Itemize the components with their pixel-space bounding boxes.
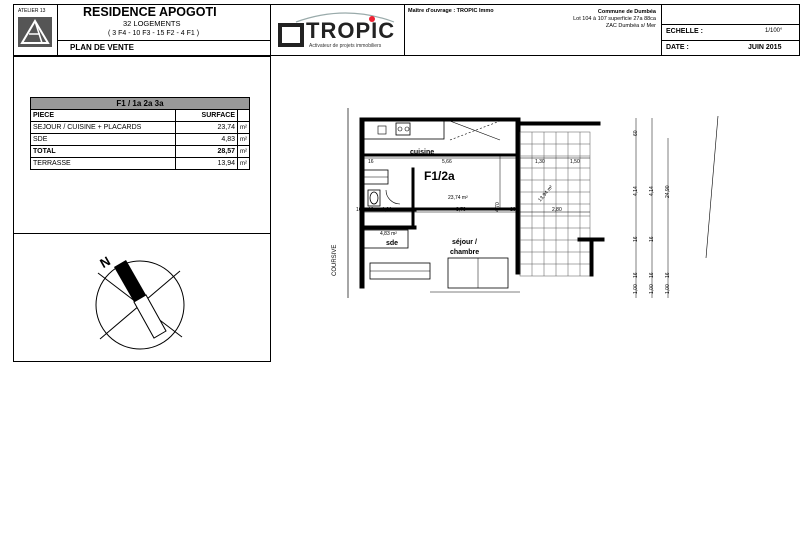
row-surface: 28,57	[176, 146, 238, 158]
brand-tagline: Activateur de projets immobiliers	[309, 43, 382, 49]
row-surface: 23,74	[176, 122, 238, 134]
north-compass	[80, 245, 200, 355]
plan-de-vente-label: PLAN DE VENTE	[70, 43, 135, 52]
dim-text: 2,80	[552, 207, 562, 213]
dim-text: 3,79	[456, 207, 466, 213]
dim-text: 1,00	[665, 284, 671, 294]
row-surface: 4,83	[176, 134, 238, 146]
col-piece: PIECE	[31, 110, 176, 122]
divider-line	[661, 4, 662, 56]
atelier-label: ATELIER 13	[18, 8, 46, 14]
dim-text: 1,50	[570, 159, 580, 165]
commune-block	[536, 9, 656, 30]
dim-text: 4,14	[633, 186, 639, 196]
echelle-value: 1/100°	[765, 28, 783, 34]
row-unit: m²	[238, 122, 250, 134]
composition-text: ( 3 F4 - 10 F3 - 15 F2 - 4 F1 )	[108, 30, 200, 37]
echelle-label: ECHELLE :	[666, 28, 703, 35]
coursive-label: COURSIVE	[332, 244, 338, 276]
row-piece: SDE	[31, 134, 176, 146]
room-cuisine: cuisine	[410, 149, 435, 156]
unit-label: F1/2a	[424, 169, 455, 183]
dim-text: 1,30	[535, 159, 545, 165]
commune-line: ZAC Dumbéa s/ Mer	[605, 23, 656, 29]
dim-text: 16	[368, 159, 374, 165]
area-sde: 4,83 m²	[380, 231, 397, 237]
commune-line: Commune de Dumbéa	[597, 9, 656, 15]
logements-count: 32 LOGEMENTS	[123, 19, 181, 28]
north-label: N	[97, 253, 113, 271]
divider-line	[270, 4, 271, 56]
date-value: JUIN 2015	[748, 44, 782, 51]
row-unit: m²	[238, 134, 250, 146]
dim-text: 16	[510, 207, 516, 213]
dim-text: 16	[633, 236, 639, 242]
table-row	[31, 146, 250, 158]
header-divider	[58, 40, 271, 41]
dim-text: 16	[368, 207, 374, 213]
divider-line	[404, 4, 405, 56]
dim-text: 1,61	[382, 207, 392, 213]
divider-line	[661, 40, 800, 41]
dim-text: 16	[356, 207, 362, 213]
dim-text: 16	[649, 272, 655, 278]
col-unit	[238, 110, 250, 122]
table-row	[31, 134, 250, 146]
col-surface: SURFACE	[176, 110, 238, 122]
dim-text: 1,00	[633, 284, 639, 294]
dim-text: 16	[633, 272, 639, 278]
dim-text: 16	[649, 236, 655, 242]
area-main: 23,74 m²	[448, 195, 468, 201]
room-sejour: séjour /	[452, 239, 477, 246]
dim-text: 4,70	[495, 202, 501, 212]
row-piece: TERRASSE	[31, 158, 176, 170]
divider-line	[13, 233, 271, 234]
divider-line	[661, 24, 800, 25]
row-unit: m²	[238, 146, 250, 158]
atelier-logo	[18, 17, 52, 47]
floor-plan	[320, 108, 740, 298]
table-title: F1 / 1a 2a 3a	[31, 98, 250, 110]
dim-text: 60	[633, 130, 639, 136]
row-unit: m²	[238, 158, 250, 170]
room-chambre: chambre	[450, 249, 480, 256]
room-sde: sde	[386, 240, 399, 247]
row-piece: TOTAL	[31, 146, 176, 158]
dim-text: 5,66	[442, 159, 452, 165]
row-surface: 13,94	[176, 158, 238, 170]
date-label: DATE :	[666, 44, 689, 51]
dim-text: 1,00	[649, 284, 655, 294]
table-row	[31, 158, 250, 170]
area-terrasse: 13,94 m²	[537, 184, 555, 204]
dim-text: 24,90	[665, 185, 671, 198]
table-row	[31, 122, 250, 134]
dim-text: 16	[665, 272, 671, 278]
dim-text: 4,14	[649, 186, 655, 196]
row-piece: SEJOUR / CUISINE + PLACARDS	[31, 122, 176, 134]
table-columns-row	[31, 110, 250, 122]
residence-title: RESIDENCE APOGOTI	[83, 5, 217, 19]
surface-table	[30, 97, 250, 170]
brand-name: TROPIC	[306, 18, 396, 43]
commune-line: Lot 104 à 107 superficie 27a 88ca	[573, 16, 656, 22]
table-header-row	[31, 98, 250, 110]
maitre-ouvrage: Maître d'ouvrage : TROPIC Immo	[408, 8, 494, 14]
